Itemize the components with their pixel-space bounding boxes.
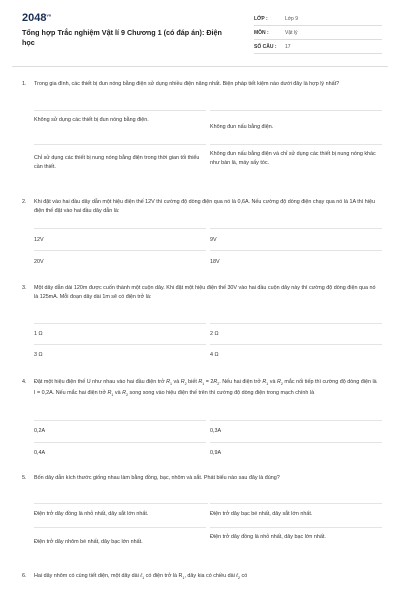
question-number: 4. xyxy=(22,379,27,385)
answer-option-a[interactable]: 1 Ω xyxy=(34,323,206,339)
question-text: Trong gia đình, các thiết bị đun nóng bằng điện sử dụng nhiều điện năng nhất. Biện pháp tiết kiệm nào dưới đây là hợp lý nhất? xyxy=(34,81,340,87)
answer-option-c[interactable]: Điện trở dây nhôm bé nhất, dây bạc lớn nhất. xyxy=(34,527,206,547)
text-segment: = 2 xyxy=(204,379,214,385)
subscript: 1 xyxy=(142,576,145,581)
text-segment: và xyxy=(113,390,123,397)
meta-label: SỐ CÂU : xyxy=(254,43,277,50)
page-title: Tổng hợp Trắc nghiệm Vật lí 9 Chương 1 (có đáp án): Điện học xyxy=(22,28,222,47)
subscript: 2 xyxy=(238,576,241,581)
var-r: R xyxy=(122,390,127,397)
page-header xyxy=(0,0,400,62)
question-text xyxy=(34,378,384,400)
text-segment: biết xyxy=(186,379,199,385)
question-number: 3. xyxy=(22,285,27,291)
var-r: R xyxy=(107,390,112,397)
text-segment: và xyxy=(172,379,181,385)
subscript: 1 xyxy=(182,576,185,581)
var-length: ℓ xyxy=(140,573,143,579)
subscript: 1 xyxy=(111,393,114,398)
meta-value: 17 xyxy=(285,43,291,50)
text-segment: và xyxy=(268,379,277,385)
subscript: 1 xyxy=(266,382,269,387)
question-text: Bốn dây dẫn kích thước giống nhau làm bằng đồng, bạc, nhôm và sắt. Phát biểu nào sau đây là đúng? xyxy=(34,475,280,481)
meta-value: Lớp 9 xyxy=(285,15,299,22)
meta-label: MÔN : xyxy=(254,29,269,36)
header-divider xyxy=(12,66,388,67)
meta-row-class xyxy=(254,12,382,26)
var-r: R xyxy=(213,379,218,385)
answer-option-b[interactable]: Điện trở dây bạc bé nhất, dây sắt lớn nhất. xyxy=(210,503,382,519)
question-2 xyxy=(22,198,384,216)
question-4 xyxy=(22,378,384,400)
var-r: R xyxy=(277,379,281,385)
var-r: R xyxy=(166,379,171,385)
question-number: 6. xyxy=(22,573,27,579)
brand-name: 2048 xyxy=(22,12,47,24)
answer-option-d[interactable]: Điện trở dây đồng là nhỏ nhất, dây bạc lớn nhất. xyxy=(210,527,382,542)
answer-option-c[interactable]: 3 Ω xyxy=(34,344,206,360)
answer-option-c[interactable]: 0,4A xyxy=(34,442,206,458)
meta-label: LỚP : xyxy=(254,15,268,22)
question-text: Khi đặt vào hai đầu dây dẫn một hiệu điện thế 12V thì cường độ dòng điện qua nó là 0,6A. Nếu cường độ dòng điện chạy qua nó là 1A thì hiệu điện thế đặt vào hai đầu dây dẫn là: xyxy=(34,199,375,214)
text-segment: có điện trở là R xyxy=(145,573,183,579)
answer-option-d[interactable]: 0,9A xyxy=(210,442,382,458)
meta-row-subject xyxy=(254,26,382,40)
text-segment: mắc nối tiếp thì cường độ dòng điện là I = 0,2A. Nếu mắc hai điện trở xyxy=(34,379,377,397)
question-1 xyxy=(22,80,384,89)
answer-option-b[interactable]: 0,3A xyxy=(210,420,382,436)
answer-option-a[interactable]: 0,2A xyxy=(34,420,206,436)
meta-row-count xyxy=(254,40,382,54)
answer-option-a[interactable]: Điện trở dây đồng là nhỏ nhất, dây sắt lớn nhất. xyxy=(34,503,208,519)
answer-option-a[interactable]: 12V xyxy=(34,228,206,245)
question-5 xyxy=(22,474,384,483)
answer-option-c[interactable]: Chỉ sử dụng các thiết bị nung nóng bằng điện trong thời gian tối thiểu cần thiết. xyxy=(34,144,206,172)
brand-logo[interactable] xyxy=(22,12,51,24)
answer-option-b[interactable]: 9V xyxy=(210,228,382,245)
text-segment: Hai dây nhôm có cùng tiết diện, một dây dài xyxy=(34,573,139,579)
brand-suffix: vn xyxy=(46,12,52,18)
answer-option-b[interactable]: Không đun nấu bằng điện. xyxy=(210,110,382,132)
answer-option-c[interactable]: 20V xyxy=(34,250,206,267)
answer-option-d[interactable]: Không đun nấu bằng điện và chỉ sử dụng các thiết bị nung nóng khác như bàn là, máy sấy tóc. xyxy=(210,144,382,168)
subscript: 1 xyxy=(170,382,173,387)
text-segment: Đặt một hiệu điện thế U như nhau vào hai đầu điện trở xyxy=(34,379,167,385)
var-r: R xyxy=(262,379,267,385)
text-segment: , dây kia có chiều dài xyxy=(184,573,235,579)
question-number: 1. xyxy=(22,81,27,87)
question-number: 5. xyxy=(22,475,27,481)
question-text: Một dây dẫn dài 120m được cuốn thành một cuộn dây. Khi đặt một hiệu điện thế 30V vào hai đầu cuộn dây này thì cường độ dòng điện qua nó là 125mA. Mỗi đoạn dây dài 1m sẽ có điện trở là: xyxy=(34,285,376,300)
answer-option-d[interactable]: 4 Ω xyxy=(210,344,382,360)
text-segment: song song vào hiệu điện thế trên thì cường độ dòng điện trong mạch chính là xyxy=(128,390,315,397)
var-length: ℓ xyxy=(236,573,239,579)
var-r: R xyxy=(180,379,185,385)
subscript: 1 xyxy=(202,382,205,387)
subscript: 2 xyxy=(280,382,283,387)
text-segment: có xyxy=(241,573,248,579)
text-segment: . Nếu hai điện trở xyxy=(219,379,263,385)
question-6 xyxy=(22,572,384,583)
subscript: 2 xyxy=(184,382,187,387)
quiz-meta xyxy=(254,12,382,54)
answer-option-d[interactable]: 18V xyxy=(210,250,382,267)
meta-value: Vật lý xyxy=(285,29,298,36)
question-text xyxy=(34,572,384,583)
var-r: R xyxy=(198,379,203,385)
answer-option-b[interactable]: 2 Ω xyxy=(210,323,382,339)
answer-option-a[interactable]: Không sử dụng các thiết bị đun nóng bằng điện. xyxy=(34,110,206,125)
question-3 xyxy=(22,284,384,302)
subscript: 2 xyxy=(126,393,129,398)
question-number: 2. xyxy=(22,199,27,205)
subscript: 2 xyxy=(217,382,220,387)
